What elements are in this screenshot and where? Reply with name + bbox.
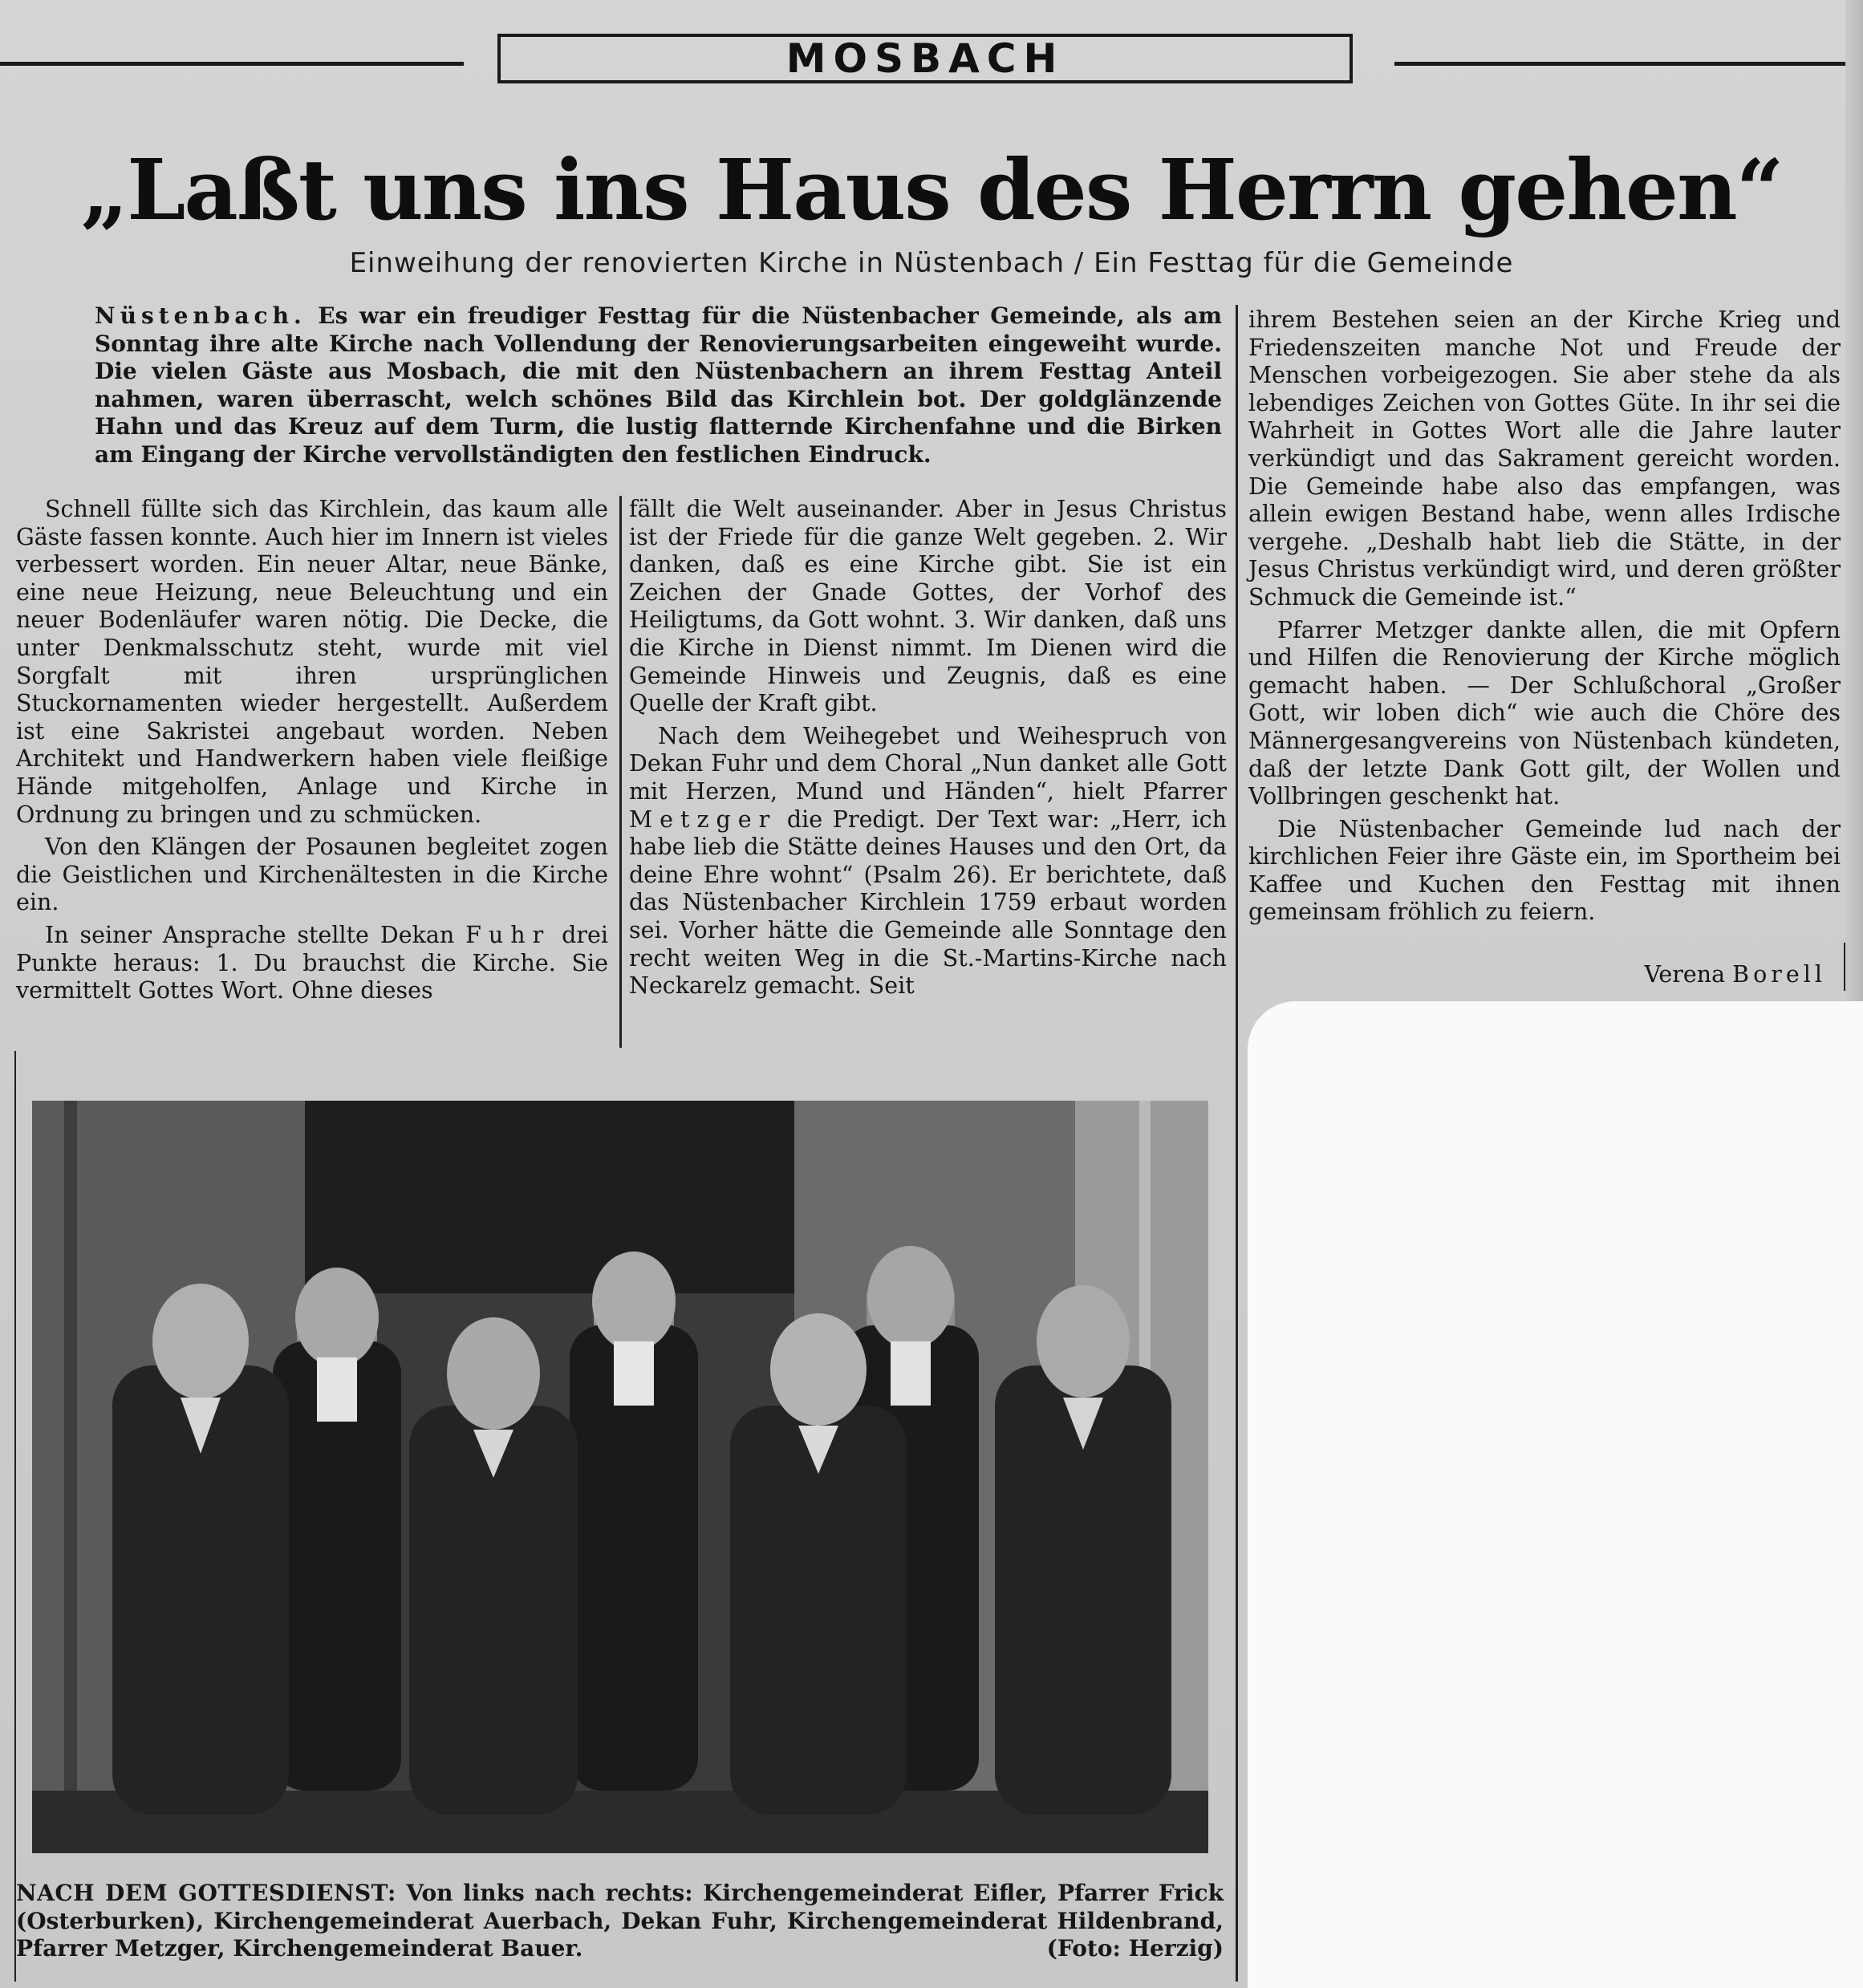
lead-paragraph [95,302,1222,469]
caption-lead: NACH DEM GOTTESDIENST: [16,1880,396,1906]
name-spaced: Metzger [629,805,777,833]
paragraph [16,922,608,1005]
section-label: MOSBACH [785,35,1065,82]
text-run: drei Punkte heraus: 1. Du brauchst die Kirche. Sie vermittelt Gottes Wort. Ohne dieses [16,921,608,1004]
article-column-3 [1248,306,1841,931]
blank-paper-area [1248,1001,1863,1988]
byline-last: Borell [1732,961,1826,988]
article-column-2 [629,496,1227,1005]
paragraph [629,723,1227,1000]
paragraph: Schnell füllte sich das Kirchlein, das kaum alle Gäste fassen konnte. Auch hier im Innern ist vieles verbessert worden. Ein neuer Altar, neue Bänke, eine neue Heizung, neue Beleuchtung und ein neuer Bodenläufer waren nötig. Die Decke, die unter Denkmalsschutz steht, wurde mit viel Sorgfalt mit ihren ursprünglichen Stuckornamenten wieder hergestellt. Außerdem ist eine Sakristei angebaut worden. Neben Architekt und Handwerkern haben viele fleißige Hände mitgeholfen, Anlage und Kirche in Ordnung zu bringen und zu schmücken. [16,496,608,828]
photo-credit: (Foto: Herzig) [1046,1935,1224,1962]
text-run: In seiner Ansprache stellte Dekan [45,921,455,948]
section-rule-right [1394,62,1863,66]
column-rule-1 [619,496,622,1048]
section-rule-left [0,62,464,66]
byline [1248,961,1826,988]
name-spaced: Fuhr [465,921,551,948]
photo-caption [16,1880,1224,1963]
byline-first: Verena [1644,961,1726,988]
group-photo [32,1101,1208,1853]
scan-edge [1845,0,1863,1003]
headline: „Laßt uns ins Haus des Herrn gehen“ [80,140,1783,239]
lead-place: Nüstenbach. [95,302,306,329]
lead-text: Es war ein freudiger Festtag für die Nüstenbacher Gemeinde, als am Sonntag ihre alte Kirche nach Vollendung der Renovierungsarbeiten eingeweiht wurde. Die vielen Gäste aus Mosbach, die mit den Nüstenbachern an ihrem Festtag Anteil nahmen, waren überrascht, welch schönes Bild das Kirchlein bot. Der goldglänzende Hahn und das Kreuz auf dem Turm, die lustig flatternde Kirchenfahne und die Birken am Eingang der Kirche vervollständigten den festlichen Eindruck. [95,302,1223,468]
paragraph: Die Nüstenbacher Gemeinde lud nach der kirchlichen Feier ihre Gäste ein, im Sportheim bei Kaffee und Kuchen den Festtag mit ihnen gemeinsam fröhlich zu feiern. [1248,815,1841,926]
text-run: Nach dem Weihegebet und Weihespruch von Dekan Fuhr und dem Choral „Nun danket alle Gott mit Herzen, Mund und Händen“, hielt Pfarrer [629,722,1227,805]
photo-illustration [32,1101,1208,1853]
column-rule-2 [1236,305,1238,1982]
column-rule-left-edge [14,1051,16,1982]
paragraph: ihrem Bestehen seien an der Kirche Krieg und Friedenszeiten manche Not und Freude der Menschen vorbeigezogen. Sie aber stehe da als lebendiges Zeichen von Gottes Güte. In ihr sei die Wahrheit in Gottes Wort alle die Jahre lauter verkündigt und das Sakrament gereicht worden. Die Gemeinde habe also das empfangen, was allein ewigen Bestand habe, wenn alles Irdische vergehe. „Deshalb habt lieb die Stätte, in der Jesus Christus verkündigt wird, und deren größter Schmuck die Gemeinde ist.“ [1248,306,1841,611]
text-run: die Predigt. Der Text war: „Herr, ich habe lieb die Stätte deines Hauses und den Ort, da deine Ehre wohnt“ (Psalm 26). Er berichtete, daß das Nüstenbacher Kirchlein 1759 erbaut worden sei. Vorher hätte die Gemeinde alle Sonntage den recht weiten Weg in die St.-Martins-Kirche nach Neckarelz gemacht. Seit [629,805,1227,1000]
paragraph: Von den Klängen der Posaunen begleitet zogen die Geistlichen und Kirchenältesten in die Kirche ein. [16,834,608,916]
subheadline: Einweihung der renovierten Kirche in Nüstenbach / Ein Festtag für die Gemeinde [349,247,1514,279]
paragraph: fällt die Welt auseinander. Aber in Jesus Christus ist der Friede für die ganze Welt gegeben. 2. Wir danken, daß es eine Kirche gibt. Sie ist ein Zeichen der Gnade Gottes, der Vorhof des Heiligtums, da Gott wohnt. 3. Wir danken, daß uns die Kirche in Dienst nimmt. Im Dienen wird die Gemeinde Hinweis und Zeugnis, daß es eine Quelle der Kraft gibt. [629,496,1227,717]
article-column-1 [16,496,608,1010]
caption-text: Von links nach rechts: Kirchengemeinderat Eifler, Pfarrer Frick (Osterburken), Kirchengemeinderat Auerbach, Dekan Fuhr, Kirchengemeinderat Hildenbrand, Pfarrer Metzger, Kirchengemeinderat Bauer. [16,1880,1224,1962]
paragraph: Pfarrer Metzger dankte allen, die mit Opfern und Hilfen die Renovierung der Kirche möglich gemacht haben. — Der Schlußchoral „Großer Gott, wir loben dich“ wie auch die Chöre des Männergesangvereins von Nüstenbach kündeten, daß der letzte Dank Gott gilt, der Wollen und Vollbringen geschenkt hat. [1248,616,1841,810]
